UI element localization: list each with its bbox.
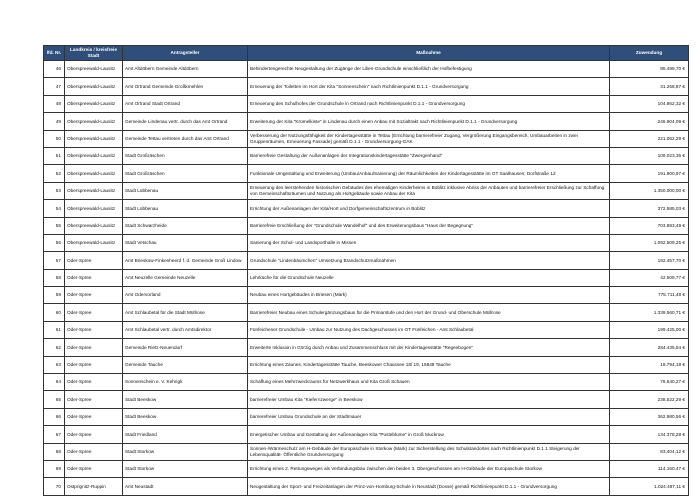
- table-row: [44, 460, 689, 477]
- cell-kreis: Oberspreewald-Lausitz: [65, 182, 123, 199]
- cell-kreis: Oder-Spree: [65, 321, 123, 338]
- cell-massnahme: Neugestaltung der Sport- und Freizeitanlagen der Prinz-von-Homburg-Schule in Neustadt (Dosse) gemäß Richtlinienpunkt D.1.1 - Grundversorgung: [248, 478, 610, 495]
- table-row: [44, 321, 689, 338]
- cell-nr: 67: [44, 426, 65, 443]
- cell-antragsteller: Amt Ortrand Gemeinde Großkmehlen: [123, 78, 248, 95]
- cell-nr: 46: [44, 61, 65, 78]
- cell-massnahme: Fünfeichener Grundschule - Umbau zur Nutzung des Dachgeschosses im OT Fünfeichen - Amt Schlaubetal: [248, 321, 610, 338]
- table-row: [44, 426, 689, 443]
- cell-zuwendung: 221.062,29 €: [610, 130, 689, 147]
- cell-kreis: Oberspreewald-Lausitz: [65, 147, 123, 164]
- cell-massnahme: Energetischer Umbau und Gestaltung der Außenanlagen Kita "Pusteblume" in Groß Muckrow: [248, 426, 610, 443]
- cell-kreis: Oder-Spree: [65, 252, 123, 269]
- cell-antragsteller: Stadt Lübbenau: [123, 182, 248, 199]
- cell-kreis: Oberspreewald-Lausitz: [65, 95, 123, 112]
- table-row: [44, 478, 689, 495]
- cell-nr: 59: [44, 287, 65, 304]
- cell-nr: 54: [44, 200, 65, 217]
- table-row: [44, 252, 689, 269]
- cell-nr: 62: [44, 339, 65, 356]
- table-row: [44, 391, 689, 408]
- header-kreis: Landkreis / kreisfreie Stadt: [65, 46, 123, 61]
- cell-nr: 47: [44, 78, 65, 95]
- cell-nr: 57: [44, 252, 65, 269]
- cell-antragsteller: Amt Schlaubetal vertr. durch Amtsdirektor: [123, 321, 248, 338]
- header-zuwendung: Zuwendung: [610, 46, 689, 61]
- cell-massnahme: Behindertengerechte Neugestaltung der Zugänge der Lilien-Grundschule einschließlich der Hofbefestigung: [248, 61, 610, 78]
- cell-nr: 60: [44, 304, 65, 321]
- cell-zuwendung: 18.794,18 €: [610, 356, 689, 373]
- cell-zuwendung: 109.023,35 €: [610, 147, 689, 164]
- cell-kreis: Oder-Spree: [65, 269, 123, 286]
- cell-antragsteller: Amt Altdöbern Gemeinde Altdöbern: [123, 61, 248, 78]
- cell-kreis: Oder-Spree: [65, 287, 123, 304]
- cell-nr: 53: [44, 182, 65, 199]
- cell-zuwendung: 42.509,77 €: [610, 269, 689, 286]
- cell-kreis: Oder-Spree: [65, 339, 123, 356]
- cell-antragsteller: Gemeinde Tauche: [123, 356, 248, 373]
- table-row: [44, 269, 689, 286]
- table-header: [44, 46, 689, 61]
- cell-kreis: Oberspreewald-Lausitz: [65, 113, 123, 130]
- cell-nr: 51: [44, 147, 65, 164]
- cell-zuwendung: 199.425,00 €: [610, 321, 689, 338]
- cell-kreis: Oder-Spree: [65, 408, 123, 425]
- funding-table: [43, 45, 689, 496]
- cell-antragsteller: Gemeinde Rietz-Neuendorf: [123, 339, 248, 356]
- cell-zuwendung: 284.435,54 €: [610, 339, 689, 356]
- cell-antragsteller: Stadt Lübbenau: [123, 200, 248, 217]
- table-row: [44, 408, 689, 425]
- table-row: [44, 356, 689, 373]
- cell-nr: 64: [44, 374, 65, 391]
- cell-kreis: Oberspreewald-Lausitz: [65, 234, 123, 251]
- cell-zuwendung: 85.499,70 €: [610, 61, 689, 78]
- cell-kreis: Oberspreewald-Lausitz: [65, 217, 123, 234]
- cell-zuwendung: 1.092.509,25 €: [610, 234, 689, 251]
- cell-massnahme: Barrierefreier Neubau eines Schulergänzungsbaus für die Primarstufe und den Hort der Grund- und Oberschule Müllrose: [248, 304, 610, 321]
- cell-antragsteller: Amt Ortrand Stadt Ortrand: [123, 95, 248, 112]
- table-row: [44, 165, 689, 182]
- funding-table-sheet: [43, 45, 688, 496]
- cell-antragsteller: Amt Brieskow-Finkenheerd f. d. Gemeinde Groß Lindow: [123, 252, 248, 269]
- cell-nr: 58: [44, 269, 65, 286]
- cell-antragsteller: Stadt Großräschen: [123, 147, 248, 164]
- cell-antragsteller: Stadt Beeskow: [123, 408, 248, 425]
- cell-kreis: Oder-Spree: [65, 374, 123, 391]
- cell-kreis: Oder-Spree: [65, 460, 123, 477]
- cell-zuwendung: 1.350.000,00 €: [610, 182, 689, 199]
- cell-massnahme: Errichtung eines 2. Rettungsweges als Verbindungsbau zwischen den beiden 3. Obergeschossen am H-Gebäude der Europaschule Storkow: [248, 460, 610, 477]
- cell-kreis: Oder-Spree: [65, 356, 123, 373]
- cell-nr: 49: [44, 113, 65, 130]
- cell-massnahme: Barrierefreie Gestaltung der Außenanlagen der Integrationskindertagesstätte "Zwergenhand": [248, 147, 610, 164]
- cell-kreis: Oberspreewald-Lausitz: [65, 78, 123, 95]
- cell-massnahme: Grundschule "Lindenbäumchen" Umsetzung Brandschutzmaßnahmen: [248, 252, 610, 269]
- cell-antragsteller: Stadt Beeskow: [123, 391, 248, 408]
- cell-zuwendung: 238.522,29 €: [610, 391, 689, 408]
- cell-kreis: Oder-Spree: [65, 443, 123, 460]
- table-row: [44, 182, 689, 199]
- cell-zuwendung: 1.339.560,71 €: [610, 304, 689, 321]
- table-row: [44, 147, 689, 164]
- cell-antragsteller: Stadt Storkow: [123, 443, 248, 460]
- cell-kreis: Oberspreewald-Lausitz: [65, 165, 123, 182]
- cell-massnahme: Erweiterte Inklusion in Görzig durch Anbau und Zusammenschluss mit der Kindertagesstätte "Regenbogen": [248, 339, 610, 356]
- cell-kreis: Oder-Spree: [65, 391, 123, 408]
- cell-nr: 66: [44, 408, 65, 425]
- cell-massnahme: Funktionale Umgestaltung und Erweiterung (Umbau/Anbau/Sanierung) der Räumlichkeiten der Kindertagesstätte im OT Saalhausen; Dorfstraße 12: [248, 165, 610, 182]
- cell-zuwendung: 372.585,03 €: [610, 200, 689, 217]
- cell-zuwendung: 246.904,09 €: [610, 113, 689, 130]
- cell-massnahme: Errichtung eines Zaunes, Kindertagesstätte Tauche, Beeskower Chaussee 18/ 19, 15848 Tauche: [248, 356, 610, 373]
- cell-antragsteller: Stadt Schwarzheide: [123, 217, 248, 234]
- cell-massnahme: Sanierung der Schul- und Landsporthalle in Missen: [248, 234, 610, 251]
- cell-antragsteller: Amt Neustadt: [123, 478, 248, 495]
- cell-zuwendung: 191.900,97 €: [610, 165, 689, 182]
- cell-massnahme: Barrierefreie Erschließung der "Grundschule Wandelhof" und des Erweiterungsbaus "Haus der Begegnung": [248, 217, 610, 234]
- cell-zuwendung: 134.378,28 €: [610, 426, 689, 443]
- cell-nr: 50: [44, 130, 65, 147]
- table-row: [44, 443, 689, 460]
- cell-antragsteller: Stadt Vetschau: [123, 234, 248, 251]
- cell-zuwendung: 31.268,87 €: [610, 78, 689, 95]
- cell-kreis: Oberspreewald-Lausitz: [65, 200, 123, 217]
- cell-nr: 48: [44, 95, 65, 112]
- cell-kreis: Ostprignitz-Ruppin: [65, 478, 123, 495]
- table-row: [44, 304, 689, 321]
- cell-kreis: Oberspreewald-Lausitz: [65, 61, 123, 78]
- table-row: [44, 130, 689, 147]
- cell-massnahme: Lehrküche für die Grundschule Neuzelle: [248, 269, 610, 286]
- table-row: [44, 287, 689, 304]
- cell-massnahme: Erweiterung der Kita "Krümelkiste" in Lindenau durch einen Anbau mit Sozialtrakt nach Richtlinienpunkt D.1.1 - Grundversorgung: [248, 113, 610, 130]
- cell-massnahme: barrierefreier Umbau Grundschule an der Stadtmauer: [248, 408, 610, 425]
- cell-zuwendung: 114.160,47 €: [610, 460, 689, 477]
- table-row: [44, 95, 689, 112]
- cell-massnahme: Neubau eines Hortgebäudes in Briesen (Mark): [248, 287, 610, 304]
- cell-massnahme: Erneuerung der Toiletten im Hort der Kita "Sonnenschein" nach Richtlinienpunkt D.1.1 - Grundversorgung: [248, 78, 610, 95]
- table-row: [44, 61, 689, 78]
- cell-zuwendung: 192.457,70 €: [610, 252, 689, 269]
- cell-nr: 65: [44, 391, 65, 408]
- table-row: [44, 234, 689, 251]
- table-body: [44, 61, 689, 496]
- cell-antragsteller: Stadt Storkow: [123, 460, 248, 477]
- cell-massnahme: Sonnen-/Wärmeschutz am H-Gebäude der Europaschule in Storkow (Mark) zur Sicherstellung des Schulstandortes nach Richtlinienpunkt D.1.1 Steigerung der Lebensqualität- Öffentliche Grundversorgung: [248, 443, 610, 460]
- cell-zuwendung: 1.024.487,11 €: [610, 478, 689, 495]
- cell-nr: 52: [44, 165, 65, 182]
- table-row: [44, 374, 689, 391]
- cell-massnahme: Erneuerung des Schulhofes der Grundschule in Ortrand nach Richtlinienpunkt D.1.1 - Grundversorgung: [248, 95, 610, 112]
- cell-zuwendung: 83.404,12 €: [610, 443, 689, 460]
- table-row: [44, 113, 689, 130]
- cell-antragsteller: Amt Odervorland: [123, 287, 248, 304]
- cell-kreis: Oder-Spree: [65, 304, 123, 321]
- cell-kreis: Oberspreewald-Lausitz: [65, 130, 123, 147]
- cell-massnahme: barrierefreier Umbau Kita "Kiefernzwerge" in Beeskow: [248, 391, 610, 408]
- cell-antragsteller: Gemeinde Tettau vertreten durch das Amt Ortrand: [123, 130, 248, 147]
- cell-nr: 55: [44, 217, 65, 234]
- cell-nr: 68: [44, 443, 65, 460]
- cell-nr: 63: [44, 356, 65, 373]
- cell-nr: 70: [44, 478, 65, 495]
- cell-massnahme: Errichtung der Außenanlagen der Kita/Hort und Dorfgemeinschaftszentrum in Boblitz: [248, 200, 610, 217]
- header-massnahme: Maßnahme: [248, 46, 610, 61]
- cell-antragsteller: Stadt Großräschen: [123, 165, 248, 182]
- cell-zuwendung: 104.862,32 €: [610, 95, 689, 112]
- cell-nr: 56: [44, 234, 65, 251]
- header-row: [44, 46, 689, 61]
- table-row: [44, 78, 689, 95]
- cell-antragsteller: Amt Neuzelle Gemeinde Neuzelle: [123, 269, 248, 286]
- cell-antragsteller: Gemeinde Lindenau vertr. durch das Amt Ortrand: [123, 113, 248, 130]
- cell-antragsteller: Sonnenschein e. V. Kehrigk: [123, 374, 248, 391]
- cell-zuwendung: 76.540,27 €: [610, 374, 689, 391]
- cell-zuwendung: 362.980,56 €: [610, 408, 689, 425]
- cell-zuwendung: 703.893,49 €: [610, 217, 689, 234]
- cell-antragsteller: Stadt Friedland: [123, 426, 248, 443]
- cell-antragsteller: Amt Schlaubetal für die Stadt Müllrose: [123, 304, 248, 321]
- table-row: [44, 200, 689, 217]
- cell-massnahme: Erneuerung des leerstehenden historischen Gebäudes des ehemaligen Kinderheims in Boblitz inklusive Abriss der Anbauten und barrierefreier Erschließung zur Schaffung von Gemeinschaftsräumen und Nutzung als Hortgebäude sowie Anbau der Kita: [248, 182, 610, 199]
- table-row: [44, 217, 689, 234]
- cell-massnahme: Schaffung eines Mehrzweckraums für Netzwerkhaus und Kita Groß Schauen: [248, 374, 610, 391]
- cell-zuwendung: 775.711,48 €: [610, 287, 689, 304]
- cell-nr: 69: [44, 460, 65, 477]
- table-row: [44, 339, 689, 356]
- header-antragsteller: Antragsteller: [123, 46, 248, 61]
- cell-nr: 61: [44, 321, 65, 338]
- cell-massnahme: Verbesserung der Nutzungsfähigkeit der Kindertagesstätte in Tettau (Errichtung barrierefreier Zugang, Vergrößerung Eingangsbereich, Umbauarbeiten in zwei Gruppenräumen, Erneuerung Fassade) gemäß D.1.1 - Grundversorgung-GAK: [248, 130, 610, 147]
- cell-kreis: Oder-Spree: [65, 426, 123, 443]
- header-nr: lfd. Nr.: [44, 46, 65, 61]
